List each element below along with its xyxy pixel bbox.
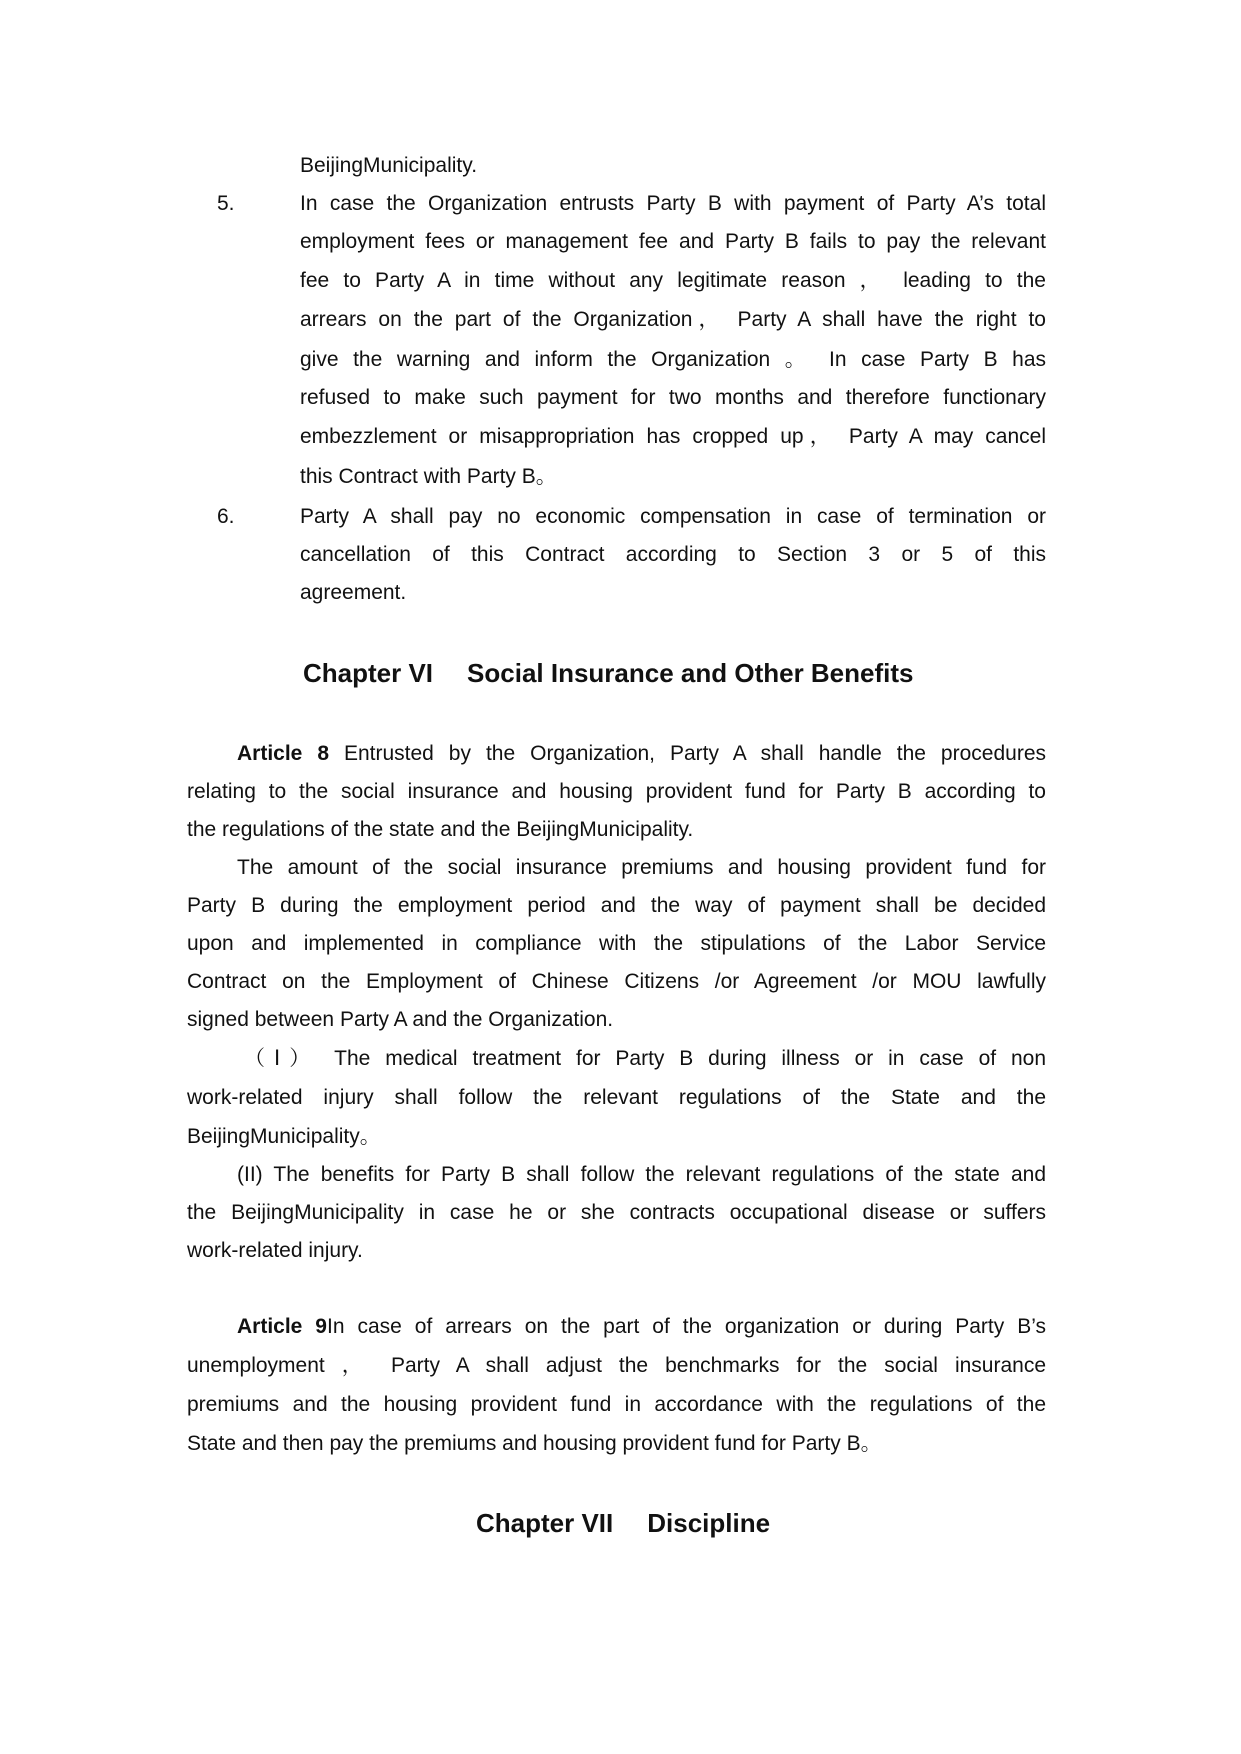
article-text: Entrusted by the Organization, Party A shall handle the procedures xyxy=(329,742,1046,765)
article-8-line: the regulations of the state and the BeijingMunicipality. xyxy=(187,818,694,841)
chapter-heading xyxy=(303,656,914,690)
chapter-title: Discipline xyxy=(647,1508,771,1538)
article-9-first-line xyxy=(237,1313,1046,1341)
item-number: 5. xyxy=(217,192,235,215)
chapter-title: Social Insurance and Other Benefits xyxy=(467,658,914,688)
article-label: Article 8 xyxy=(237,742,329,765)
item-number: 6. xyxy=(217,505,235,528)
item-5-line: fee to Party A in time without any legitimate reason ， leading to the xyxy=(300,269,1046,292)
continuation-text: BeijingMunicipality. xyxy=(300,154,478,177)
item-6-line: agreement. xyxy=(300,581,407,604)
item-5-line: In case the Organization entrusts Party B with payment of Party A’s total xyxy=(300,192,1046,215)
article-8-para3-line: （Ⅰ） The medical treatment for Party B during illness or in case of non xyxy=(244,1047,1046,1070)
article-8-para2-line: Party B during the employment period and the way of payment shall be decided xyxy=(187,894,1046,917)
article-8-para2-line: signed between Party A and the Organization. xyxy=(187,1008,614,1031)
item-5-line: this Contract with Party B。 xyxy=(300,465,557,488)
article-8-para2-line: The amount of the social insurance premiums and housing provident fund for xyxy=(237,856,1046,879)
article-8-para4-line: work-related injury. xyxy=(187,1239,363,1262)
item-5-line: embezzlement or misappropriation has cropped up， Party A may cancel xyxy=(300,425,1046,448)
article-8-para2-line: Contract on the Employment of Chinese Citizens /or Agreement /or MOU lawfully xyxy=(187,970,1046,993)
chapter-heading xyxy=(476,1506,770,1540)
article-8-para4-line: the BeijingMunicipality in case he or she contracts occupational disease or suffers xyxy=(187,1201,1046,1224)
article-8-para4-line: (II) The benefits for Party B shall follow the relevant regulations of the state and xyxy=(237,1163,1046,1186)
article-text: In case of arrears on the part of the organization or during Party B’s xyxy=(327,1315,1047,1338)
article-8-line: relating to the social insurance and housing provident fund for Party B according to xyxy=(187,780,1046,803)
article-9-line: premiums and the housing provident fund in accordance with the regulations of the xyxy=(187,1393,1046,1416)
article-8-para2-line: upon and implemented in compliance with the stipulations of the Labor Service xyxy=(187,932,1046,955)
article-label: Article 9 xyxy=(237,1315,327,1338)
item-5-line: employment fees or management fee and Party B fails to pay the relevant xyxy=(300,230,1046,253)
item-5-line: give the warning and inform the Organization 。 In case Party B has xyxy=(300,348,1046,371)
article-8-para3-line: work-related injury shall follow the relevant regulations of the State and the xyxy=(187,1086,1046,1109)
chapter-number: Chapter VI xyxy=(303,658,434,688)
article-9-line: unemployment ， Party A shall adjust the benchmarks for the social insurance xyxy=(187,1354,1046,1377)
article-9-line: State and then pay the premiums and housing provident fund for Party B。 xyxy=(187,1432,882,1455)
article-8-para3-line: BeijingMunicipality。 xyxy=(187,1125,381,1148)
item-6-line: cancellation of this Contract according to Section 3 or 5 of this xyxy=(300,543,1046,566)
chapter-number: Chapter VII xyxy=(476,1508,614,1538)
item-5-line: refused to make such payment for two months and therefore functionary xyxy=(300,386,1046,409)
item-5-line: arrears on the part of the Organization， Party A shall have the right to xyxy=(300,308,1046,331)
item-6-line: Party A shall pay no economic compensation in case of termination or xyxy=(300,505,1046,528)
article-8-first-line xyxy=(237,740,1046,768)
